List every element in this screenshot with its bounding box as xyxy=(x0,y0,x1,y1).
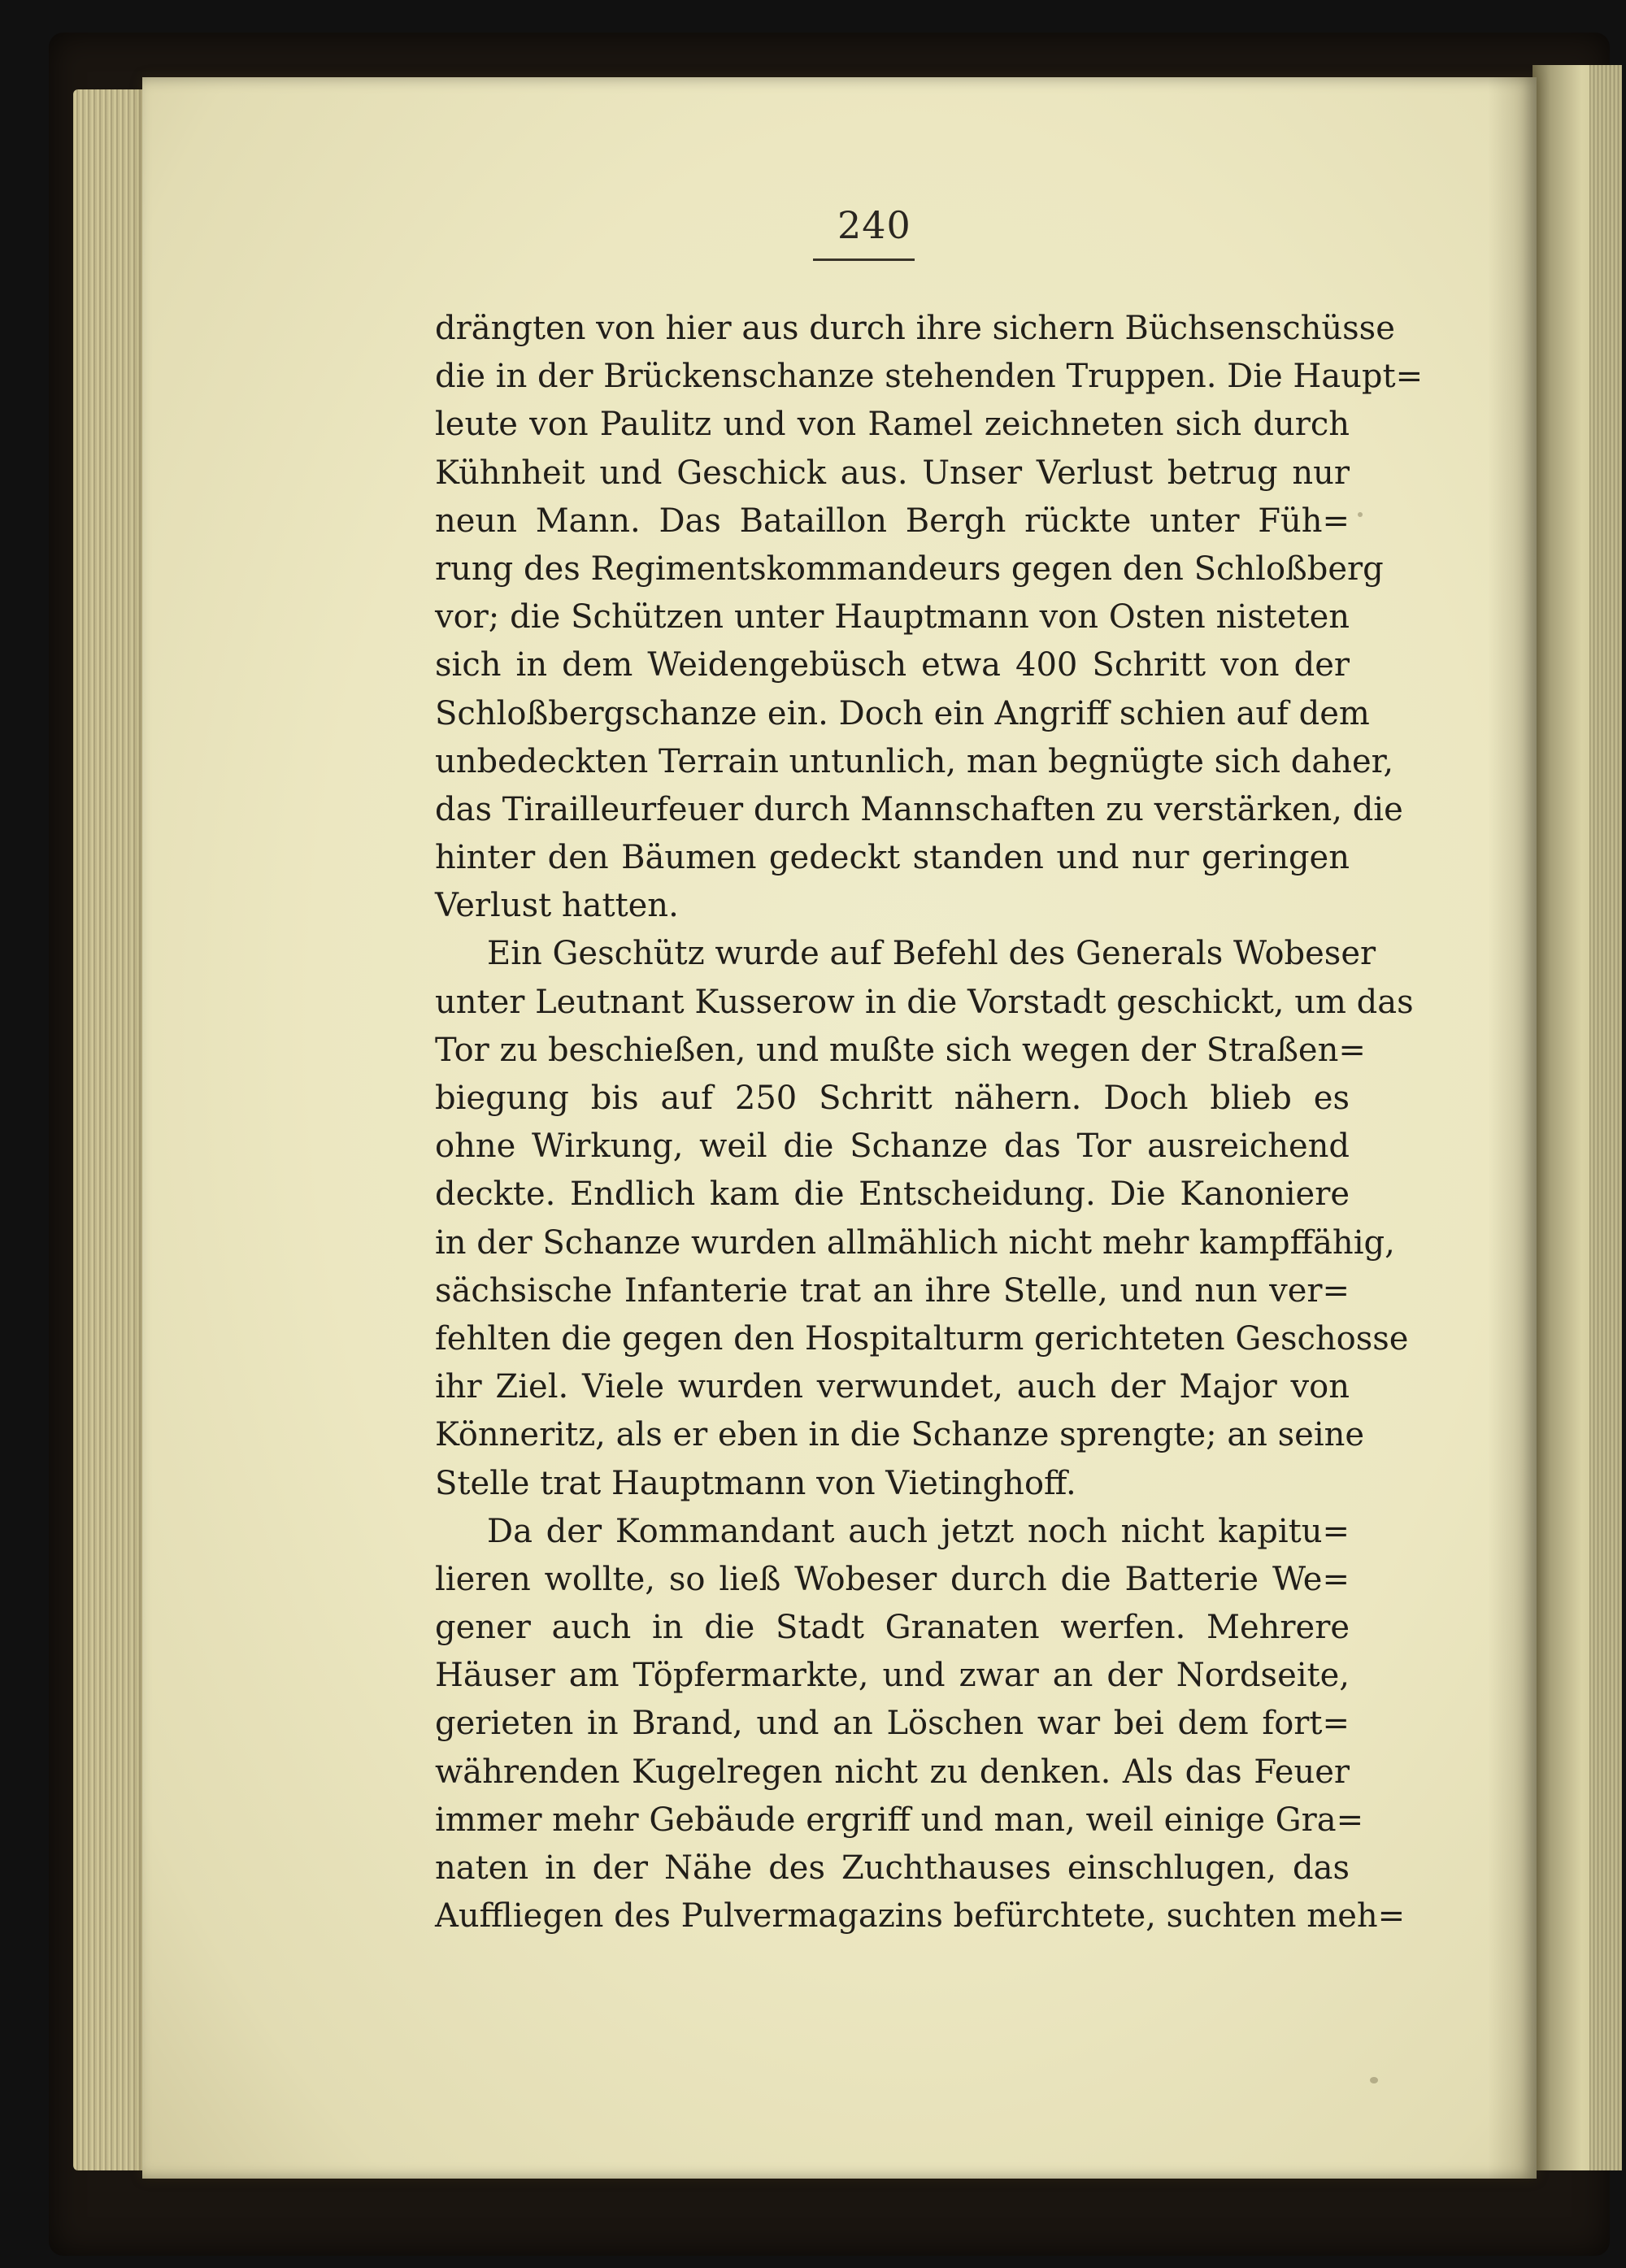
page-number-rule xyxy=(813,259,915,261)
text-line: deckte. Endlich kam die Entscheidung. Die Kanoniere xyxy=(435,1175,1350,1214)
text-line: drängten von hier aus durch ihre sichern Büchsenschüsse xyxy=(435,310,1395,347)
text-line: sich in dem Weidengebüsch etwa 400 Schritt von der xyxy=(435,646,1350,684)
text-line: gerieten in Brand, und an Löschen war bei dem fort= xyxy=(435,1705,1350,1743)
text-line: in der Schanze wurden allmählich nicht mehr kampffähig, xyxy=(435,1223,1395,1262)
text-line: biegung bis auf 250 Schritt nähern. Doch blieb es xyxy=(435,1080,1350,1117)
text-line: rung des Regimentskommandeurs gegen den Schloßberg xyxy=(435,550,1384,588)
speck xyxy=(1370,2077,1378,2083)
text-line: das Tirailleurfeuer durch Mannschaften zu verstärken, die xyxy=(435,790,1403,828)
text-line: gener auch in die Stadt Granaten werfen. Mehrere xyxy=(435,1609,1350,1647)
page-edges-left xyxy=(73,89,146,2170)
text-line: ohne Wirkung, weil die Schanze das Tor ausreichend xyxy=(435,1127,1350,1166)
text-line: währenden Kugelregen nicht zu denken. Als das Feuer xyxy=(435,1753,1350,1791)
text-line: Da der Kommandant auch jetzt noch nicht kapitu= xyxy=(487,1512,1350,1550)
text-line: Häuser am Töpfermarkte, und zwar an der Nordseite, xyxy=(435,1657,1350,1695)
gutter-shadow xyxy=(1488,77,1537,2179)
body-text xyxy=(435,305,1424,1940)
text-line: Kühnheit und Geschick aus. Unser Verlust betrug nur xyxy=(435,454,1350,492)
text-line: immer mehr Gebäude ergriff und man, weil einige Gra= xyxy=(435,1801,1364,1839)
text-line: neun Mann. Das Bataillon Bergh rückte unter Füh= xyxy=(435,502,1350,540)
text-line: Ein Geschütz wurde auf Befehl des Generals Wobeser xyxy=(487,935,1376,973)
text-line: naten in der Nähe des Zuchthauses einschlugen, das xyxy=(435,1849,1350,1887)
text-line: leute von Paulitz und von Ramel zeichneten sich durch xyxy=(435,406,1350,444)
text-line: ihr Ziel. Viele wurden verwundet, auch der Major von xyxy=(435,1368,1350,1406)
text-line: Könneritz, als er eben in die Schanze sprengte; an seine xyxy=(435,1416,1365,1454)
text-line: Auffliegen des Pulvermagazins befürchtete, suchten meh= xyxy=(435,1897,1406,1936)
text-line: Schloßbergschanze ein. Doch ein Angriff schien auf dem xyxy=(435,694,1370,732)
text-line: unbedeckten Terrain untunlich, man begnügte sich daher, xyxy=(435,742,1394,780)
speck xyxy=(1358,512,1363,517)
page-edges-right xyxy=(1533,65,1622,2170)
text-line: unter Leutnant Kusserow in die Vorstadt geschickt, um das xyxy=(435,983,1414,1021)
text-line: vor; die Schützen unter Hauptmann von Osten nisteten xyxy=(435,598,1350,637)
page-number: 240 xyxy=(837,203,911,247)
text-line: fehlten die gegen den Hospitalturm gerichteten Geschosse xyxy=(435,1319,1409,1358)
text-line: hinter den Bäumen gedeckt standen und nur geringen xyxy=(435,839,1350,877)
text-line: sächsische Infanterie trat an ihre Stelle, und nun ver= xyxy=(435,1271,1350,1310)
text-line: Verlust hatten. xyxy=(435,887,679,925)
text-line: lieren wollte, so ließ Wobeser durch die Batterie We= xyxy=(435,1560,1350,1598)
text-line: die in der Brückenschanze stehenden Truppen. Die Haupt= xyxy=(435,358,1424,396)
text-line: Stelle trat Hauptmann von Vietinghoff. xyxy=(435,1464,1076,1502)
text-line: Tor zu beschießen, und mußte sich wegen der Straßen= xyxy=(435,1031,1366,1069)
